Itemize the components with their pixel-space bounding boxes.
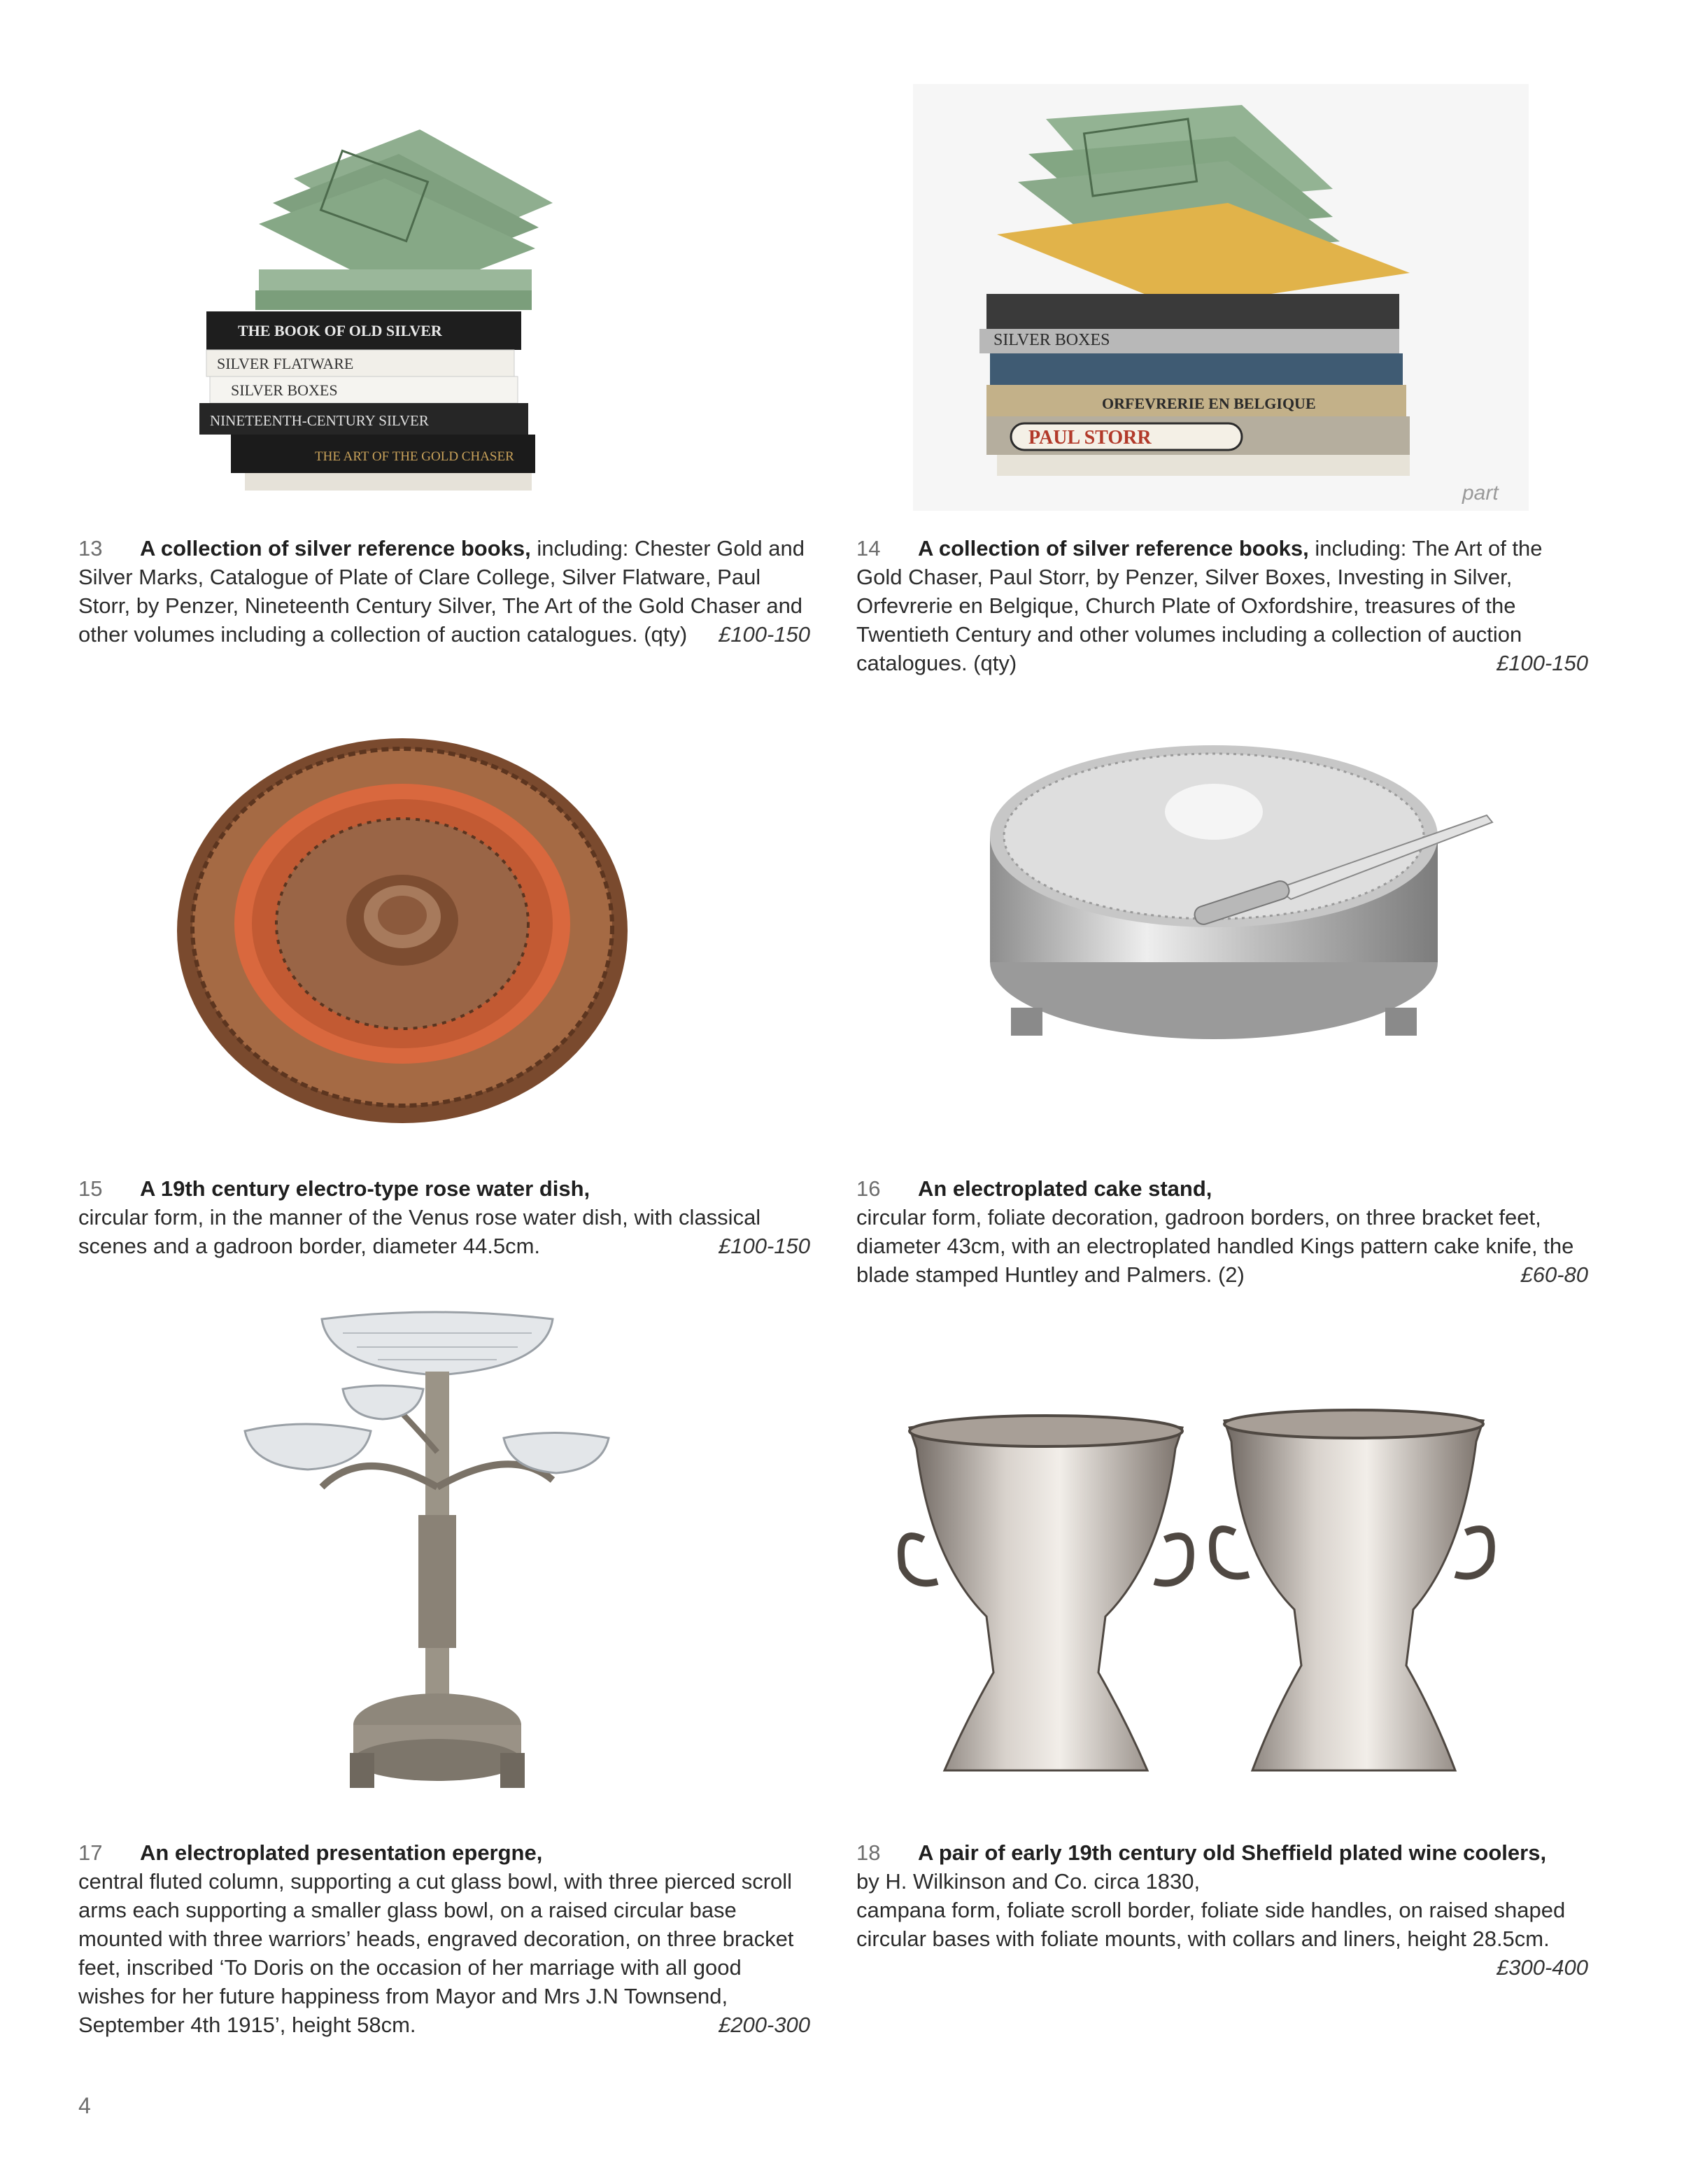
lot-number: 15 [78, 1176, 103, 1201]
spine-silver-flatware: SILVER FLATWARE [217, 355, 354, 372]
cake-stand-icon [983, 731, 1494, 1060]
lot-number: 16 [856, 1176, 881, 1201]
lot-number: 18 [856, 1840, 881, 1865]
lot-17-image [238, 1305, 630, 1798]
lot-title: A pair of early 19th century old Sheffield plated wine coolers, [918, 1840, 1547, 1865]
lot-15 [78, 1174, 810, 1260]
lot-17 [78, 1838, 810, 2039]
lot-14-image [913, 84, 1529, 511]
lot-number: 17 [78, 1840, 103, 1865]
lot-description: circular form, foliate decoration, gadroon borders, on three bracket feet, diameter 43cm, with an electroplated handled Kings pattern cake knife, the blade stamped Huntley and Palmers. (2) [856, 1205, 1574, 1287]
lot-14 [856, 534, 1588, 677]
lot-estimate: £200-300 [718, 2013, 810, 2037]
lot-estimate: £100-150 [718, 1234, 810, 1258]
page-number: 4 [78, 2093, 91, 2118]
lot-title: A collection of silver reference books, [140, 536, 531, 561]
lot-description: campana form, foliate scroll border, foliate side handles, on raised shaped circular bases with foliate mounts, with collars and liners, height 28.5cm. [856, 1898, 1566, 1951]
lot-estimate: £100-150 [1496, 651, 1588, 675]
lot-16-image [983, 731, 1494, 1060]
lot-description: circular form, in the manner of the Venus rose water dish, with classical scenes and a gadroon border, diameter 44.5cm. [78, 1205, 761, 1258]
lot-15-image [175, 728, 630, 1127]
lot-maker: by H. Wilkinson and Co. circa 1830, [856, 1869, 1201, 1894]
spine-gold-chaser: THE ART OF THE GOLD CHASER [315, 449, 514, 464]
lot-18 [856, 1838, 1588, 1982]
epergne-icon [238, 1305, 630, 1798]
spine-silver-boxes: SILVER BOXES [231, 381, 338, 399]
spine-silver-boxes: SILVER BOXES [993, 331, 1110, 349]
spine-nineteenth-century: NINETEENTH-CENTURY SILVER [210, 412, 429, 429]
lot-description: including: Chester Gold and Silver Marks, Catalogue of Plate of Clare College, Silver Flatware, Paul Storr, by Penzer, Nineteenth Century Silver, The Art of the Gold Chaser and other volumes including a collection of auction catalogues. (qty) [78, 536, 805, 647]
lot-title: A collection of silver reference books, [918, 536, 1309, 561]
wine-cooler-pair-icon [896, 1407, 1515, 1809]
spine-old-silver: THE BOOK OF OLD SILVER [238, 322, 442, 339]
lot-title: An electroplated cake stand, [918, 1176, 1212, 1201]
lot-13-image [189, 126, 616, 507]
lot-title: An electroplated presentation epergne, [140, 1840, 543, 1865]
lot-estimate: £100-150 [718, 622, 810, 647]
lot-estimate: £300-400 [1496, 1955, 1588, 1980]
lot-13 [78, 534, 810, 649]
image-caption-part: part [1462, 481, 1499, 505]
lot-estimate: £60-80 [1520, 1262, 1588, 1287]
lot-title: A 19th century electro-type rose water dish, [140, 1176, 590, 1201]
lot-18-image [896, 1407, 1515, 1809]
lot-number: 13 [78, 536, 103, 561]
book-stack-icon [913, 84, 1529, 511]
lot-description: including: The Art of the Gold Chaser, Paul Storr, by Penzer, Silver Boxes, Investing in Silver, Orfevrerie en Belgique, Church Plate of Oxfordshire, treasures of the Twentieth Century and other volumes including a collection of auction catalogues. (qty) [856, 536, 1543, 675]
spine-orfevrerie: ORFEVRERIE EN BELGIQUE [1102, 395, 1316, 412]
lot-number: 14 [856, 536, 881, 561]
lot-16 [856, 1174, 1588, 1289]
rose-water-dish-icon [175, 728, 630, 1127]
spine-paul-storr: PAUL STORR [1028, 427, 1152, 449]
lot-description: central fluted column, supporting a cut glass bowl, with three pierced scroll arms each supporting a smaller glass bowl, on a raised circular base mounted with three warriors’ heads, engraved decoration, on three bracket feet, inscribed ‘To Doris on the occasion of her marriage with all good wishes for her future happiness from Mayor and Mrs J.N Townsend, September 4th 1915’, height 58cm. [78, 1869, 794, 2037]
book-stack-icon [189, 126, 616, 507]
